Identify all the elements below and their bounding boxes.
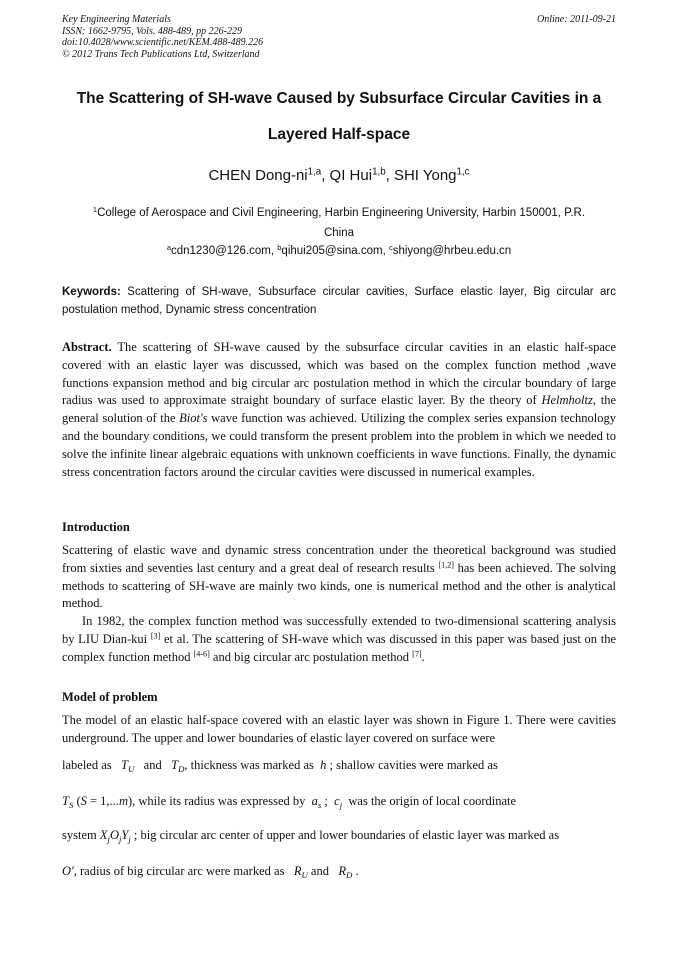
citation[interactable]: [7] xyxy=(412,649,422,659)
citation[interactable]: [4-6] xyxy=(193,649,210,659)
email-address[interactable]: qihui205@sina.com xyxy=(281,245,383,257)
math-c-j: $c_j$ xyxy=(334,794,343,811)
citation[interactable]: [3] xyxy=(150,631,161,641)
author-affil-sup: 1,c xyxy=(456,166,470,178)
model-paragraph: The model of an elastic half-space covered with an elastic layer was shown in Figure 1. There were cavities underground. The upper and lower boundaries of elastic layer covered on surface were xyxy=(62,713,616,745)
model-line-labels: labeled as $T_U$ and $T_D$, thickness was marked as h ; shallow cavities were marked as xyxy=(62,758,498,775)
paragraph: In 1982, the complex function method was successfully extended to two-dimensional scattering analysis by LIU Dian-kui [3] et al. The scattering of SH-wave which was discussed in this paper was based just on the complex function method [4-6] and big circular arc postulation method [7]. xyxy=(62,614,617,664)
author-affil-sup: 1,b xyxy=(372,166,386,178)
math-T-D: $T_D$ xyxy=(171,758,185,775)
keywords-text: Scattering of SH-wave, Subsurface circular cavities, Surface elastic layer, Big circular arc postulation method, Dynamic stress concentration xyxy=(62,286,617,316)
math-S-range: (S = 1,...m) xyxy=(76,794,133,808)
author-name: CHEN Dong-ni xyxy=(208,167,308,184)
keywords xyxy=(62,283,616,319)
math-R-D: $R_D$ xyxy=(338,864,353,881)
paragraph: Scattering of elastic wave and dynamic stress concentration under the theoretical background was studied from sixties and seventies last century and a great deal of research results [1,2] has been achieved. The solving methods to scattering of SH-wave are mainly two kinds, one is numerical method and the other is analytical method. xyxy=(62,543,617,611)
math-O-prime: O′ xyxy=(62,864,74,878)
keywords-label: Keywords: xyxy=(62,286,121,298)
email-address[interactable]: cdn1230@126.com xyxy=(170,245,271,257)
author-emails: $^a$cdn1230@126.com, $^b$qihui205@sina.com, $^c$shiyong@hrbeu.edu.cn xyxy=(166,242,512,257)
journal-issn: ISSN: 1662-9795, Vols. 488-489, pp 226-229 xyxy=(62,25,242,37)
journal-name: Key Engineering Materials xyxy=(62,14,171,25)
online-date: Online: 2011-09-21 xyxy=(537,14,616,25)
section-heading-introduction: Introduction xyxy=(62,520,130,534)
section-heading-model: Model of problem xyxy=(62,690,158,704)
author-affil-sup: 1,a xyxy=(307,166,322,178)
math-R-U: $R_U$ xyxy=(293,864,308,881)
author-name: QI Hui xyxy=(329,167,373,184)
paper-title-line-2: Layered Half-space xyxy=(267,126,411,143)
affiliation xyxy=(62,203,616,243)
model-line-system: system $X_jO_jY_j$ ; big circular arc center of upper and lower boundaries of elastic layer was marked as xyxy=(62,828,560,845)
math-XOY-j: $X_jO_jY_j$ xyxy=(99,828,131,845)
affiliation-line-2: China xyxy=(323,227,355,239)
journal-copyright: © 2012 Trans Tech Publications Ltd, Switzerland xyxy=(62,48,260,60)
math-h: h xyxy=(320,758,327,772)
affiliation-sup: 1 xyxy=(92,204,98,214)
model-line-cavities: $T_S$ (S = 1,...m), while its radius was expressed by $a_s$ ; $c_j$ was the origin of local coordinate xyxy=(62,794,517,811)
email-address[interactable]: shiyong@hrbeu.edu.cn xyxy=(392,245,512,257)
abstract-label: Abstract. xyxy=(62,340,112,354)
paper-title-line-1: The Scattering of SH-wave Caused by Subsurface Circular Cavities in a xyxy=(76,90,602,107)
journal-doi: doi:10.4028/www.scientific.net/KEM.488-489.226 xyxy=(62,37,264,48)
abstract: Abstract. The scattering of SH-wave caused by the subsurface circular cavities in an elastic half-space covered with an elastic layer was discussed, which was based on the complex function method ,wave functions expansion method and big circular arc postulation method in which the circular boundary of large radius was used to approximate straight boundary of surface elastic layer. By the theory of Helmholtz, the general solution of the Biot's wave function was achieved. Utilizing the complex series expansion technology and the boundary conditions, we could transform the present problem into the problem in which we needed to solve the infinite linear algebraic equations with unknown coefficients in wave functions. Finally, the dynamic stress concentration factors around the circular cavities were discussed in numerical examples. xyxy=(62,340,617,479)
math-T-U: $T_U$ xyxy=(121,758,135,775)
math-T-S: $T_S$ xyxy=(62,794,74,811)
author-name: SHI Yong xyxy=(393,167,457,184)
author-list: CHEN Dong-ni$^{1,a}$, QI Hui$^{1,b}$, SHI Yong$^{1,c}$ xyxy=(208,166,470,184)
introduction-body xyxy=(62,542,616,667)
math-a-s: $a_s$ xyxy=(311,794,322,811)
journal-header xyxy=(62,14,616,60)
affiliation-line-1: College of Aerospace and Civil Engineering, Harbin Engineering University, Harbin 150001, P.R. xyxy=(97,207,586,219)
model-line-radius: O′, radius of big circular arc were marked as $R_U$ and $R_D$ . xyxy=(62,864,359,881)
citation[interactable]: [1,2] xyxy=(438,560,454,570)
